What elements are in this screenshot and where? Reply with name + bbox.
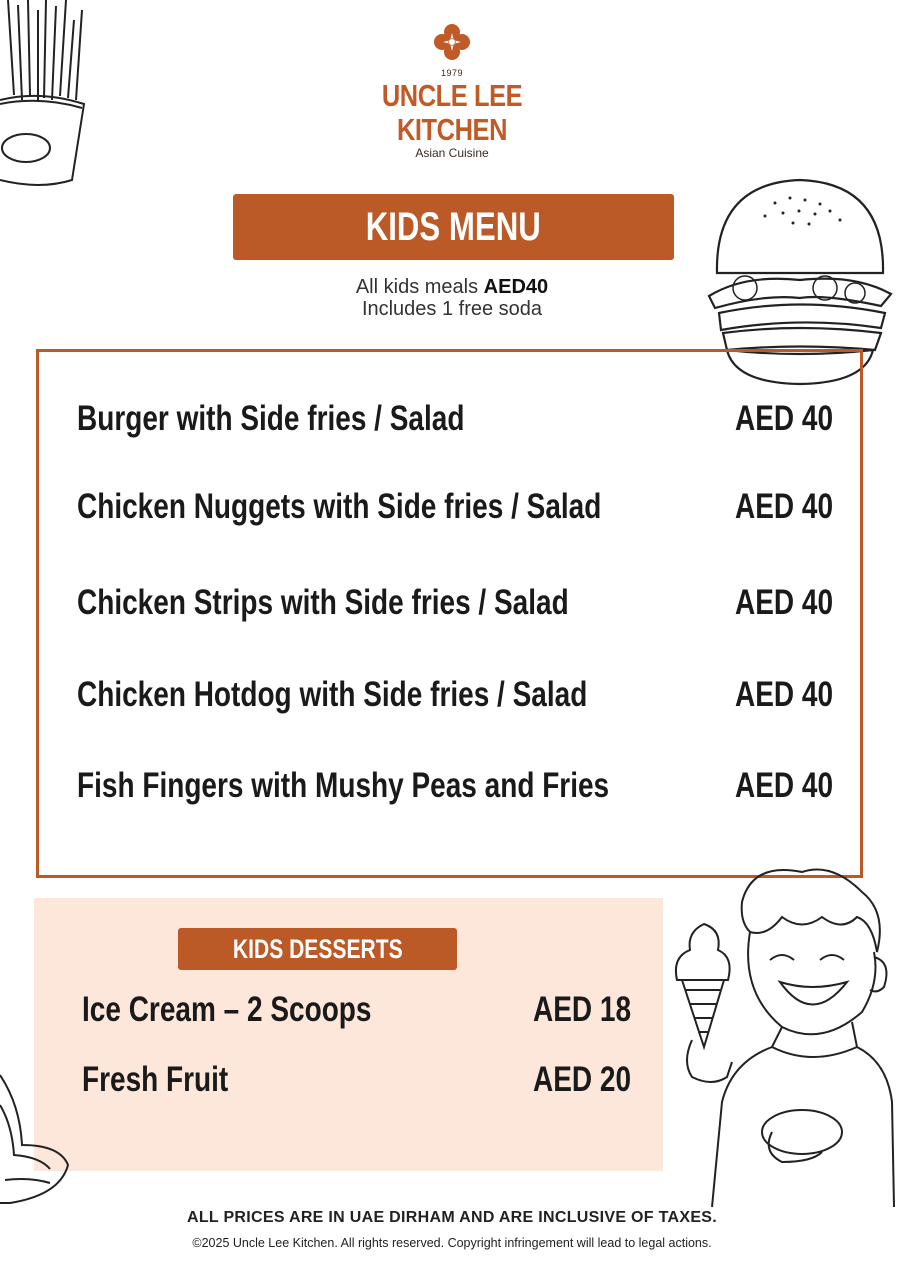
brand-year: 1979 (440, 68, 464, 78)
menu-item-name: Chicken Strips with Side fries / Salad (77, 583, 569, 622)
desserts-banner (178, 928, 457, 970)
menu-item-price: AED 40 (735, 399, 834, 438)
menu-item-name: Chicken Hotdog with Side fries / Salad (77, 675, 588, 714)
brand-name-line1: UNCLE LEE (381, 78, 523, 113)
menu-item-name: Chicken Nuggets with Side fries / Salad (77, 487, 602, 526)
plate-icon (0, 1065, 75, 1205)
dessert-item-price: AED 18 (533, 990, 632, 1029)
boy-with-ice-cream-icon (672, 862, 897, 1207)
menu-item-price: AED 40 (735, 675, 834, 714)
fries-icon (0, 0, 90, 190)
menu-item-price: AED 40 (735, 583, 834, 622)
copyright-notice: ©2025 Uncle Lee Kitchen. All rights reserved. Copyright infringement will lead to legal actions. (192, 1236, 712, 1250)
menu-item-name: Burger with Side fries / Salad (77, 399, 465, 438)
menu-item-price: AED 40 (735, 766, 834, 805)
page-title: KIDS MENU (365, 204, 542, 249)
dessert-item-name: Fresh Fruit (82, 1060, 229, 1099)
price-note-amount: AED40 (483, 276, 549, 298)
soda-note: Includes 1 free soda (361, 298, 543, 320)
dessert-item-price: AED 20 (533, 1060, 632, 1099)
price-note (250, 276, 654, 298)
tax-disclaimer: ALL PRICES ARE IN UAE DIRHAM AND ARE INCLUSIVE OF TAXES. (186, 1209, 718, 1226)
price-note-prefix: All kids meals (355, 276, 484, 298)
brand-tagline: Asian Cuisine (415, 146, 489, 160)
kids-menu-banner (233, 194, 674, 260)
menu-item-name: Fish Fingers with Mushy Peas and Fries (77, 766, 610, 805)
flower-tile-icon (434, 24, 470, 60)
dessert-item-name: Ice Cream – 2 Scoops (82, 990, 372, 1029)
desserts-title: KIDS DESSERTS (232, 933, 403, 964)
brand-logo (352, 24, 552, 164)
menu-item-price: AED 40 (735, 487, 834, 526)
brand-name-line2: KITCHEN (396, 112, 508, 147)
